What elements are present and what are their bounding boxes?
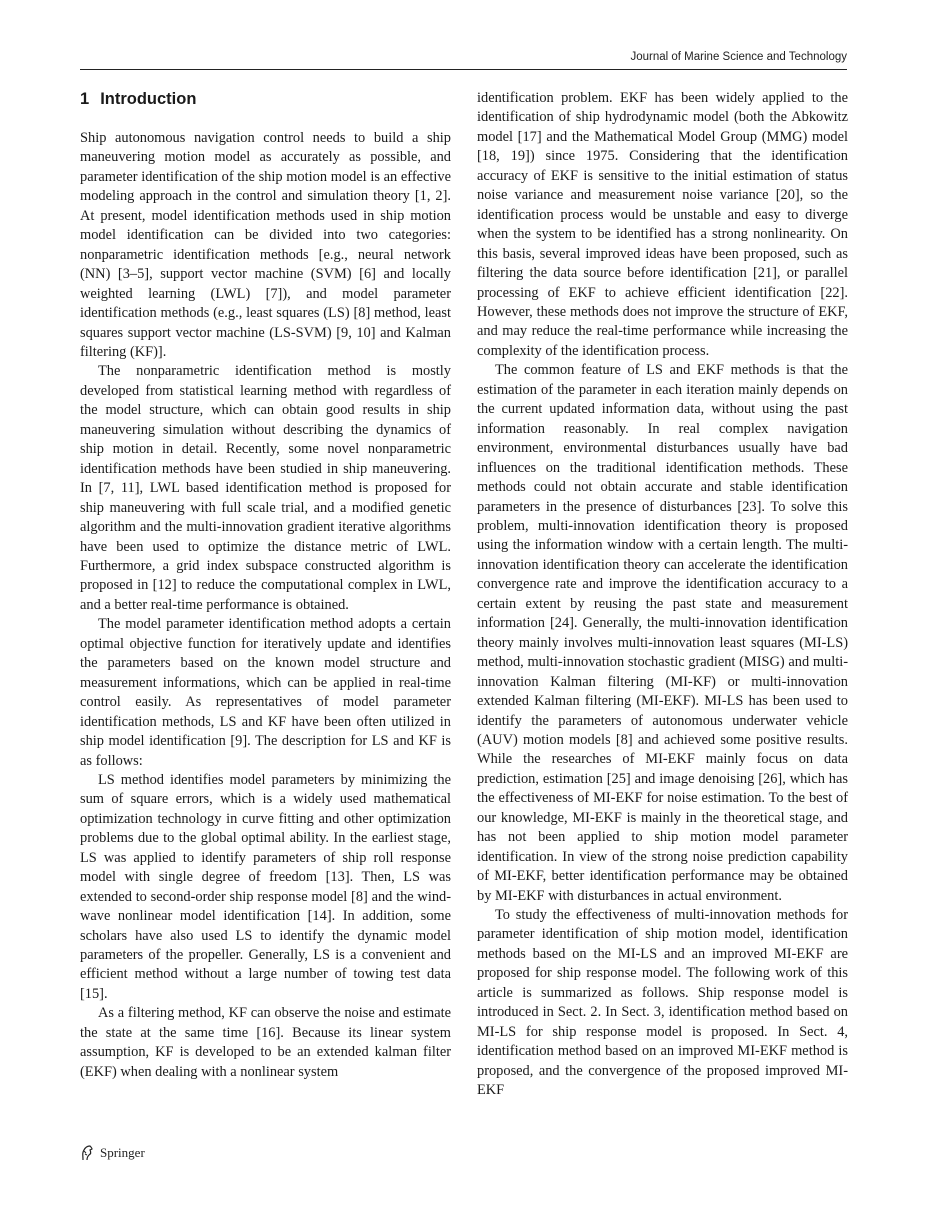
paragraph: To study the effectiveness of multi-innovation methods for parameter identification of ship motion model, identification methods based on the MI-LS and an improved MI-EKF are proposed for ship response model. The following work of this article is summarized as follows. Ship response model is introduced in Sect. 2. In Sect. 3, identification method based on MI-LS for ship response model is proposed. In Sect. 4, identification method based on an improved MI-EKF method is proposed, and the convergence of the proposed improved MI-EKF (477, 907, 848, 1099)
paragraph: The nonparametric identification method is mostly developed from statistical learning method with regardless of the model structure, which can obtain good results in ship maneuvering simulation without describing the dynamics of ship motion in detail. Recently, some novel nonparametric identification methods have been studied in ship maneuvering. In [7, 11], LWL based identification method is proposed for ship maneuvering with full scale trial, and a modified genetic algorithm and the multi-innovation gradient iterative algorithms have been used to optimize the distance metric of LWL. Furthermore, a grid index subspace constructed algorithm is proposed in [12] to reduce the computational complex in LWL, and a better real-time performance is obtained. (80, 363, 451, 613)
right-column (477, 89, 848, 1101)
page-footer (80, 1145, 145, 1161)
header-rule (80, 69, 847, 70)
left-column (80, 89, 451, 1082)
section-number: 1 (80, 90, 90, 108)
springer-horse-icon (80, 1145, 94, 1161)
paragraph: identification problem. EKF has been widely applied to the identification of ship hydrodynamic model (both the Abkowitz model [17] and the Mathematical Model Group (MMG) model [18, 19]) since 1975. Considering that the identification accuracy of EKF is sensitive to the initial estimation of status noise variance and measurement noise variance [20], so the identification process would be unstable and easy to diverge when the system to be identified has a strong nonlinearity. On this basis, several improved ideas have been proposed, such as filtering the data source before identification [21], or parallel processing of EKF to achieve efficient identification [22]. However, these methods does not improve the structure of EKF, and may reduce the real-time performance while increasing the complexity of the identification process. (477, 90, 848, 359)
journal-name: Journal of Marine Science and Technology (630, 51, 847, 63)
paragraph: The model parameter identification method adopts a certain optimal objective function for iteratively update and identifies the parameters based on the known model structure and measurement informations, which can be applied in real-time control easily. As representatives of model parameter identification methods, LS and KF have been often utilized in ship model identification [9]. The description for LS and KF is as follows: (80, 616, 451, 769)
paragraph: The common feature of LS and EKF methods is that the estimation of the parameter in each iteration mainly depends on the current updated information data, without using the past information reasonably. In real complex navigation environment, environmental disturbances usually have bad influences on the traditional identification methods. These methods could not obtain accurate and stable identification parameters in the presence of disturbances [23]. To solve this problem, multi-innovation identification theory is proposed using the information window with a certain length. The multi-innovation identification theory can accelerate the identification convergence rate and improve the identification accuracy to a certain extent by reusing the past state and measurement information [24]. Generally, the multi-innovation identification theory mainly involves multi-innovation least squares (MI-LS) method, multi-innovation stochastic gradient (MISG) and multi-innovation Kalman filtering (MI-KF) or multi-innovation extended Kalman filtering (MI-EKF). MI-LS has been used to identify the parameters of autonomous underwater vehicle (AUV) motion models [8] and achieved some positive results. While the researches of MI-EKF mainly focus on data prediction, estimation [25] and image denoising [26], which has the effectiveness of MI-EKF for noise estimation. To the best of our knowledge, MI-EKF is mainly in the theoretical stage, and has not been applied to ship motion model parameter identification. In view of the strong noise prediction capability of MI-EKF, better identification performance may be obtained by MI-EKF with disturbances in actual environment. (477, 362, 848, 904)
paragraph: As a filtering method, KF can observe the noise and estimate the state at the same time [16]. Because its linear system assumption, KF is developed to be an extended kalman filter (EKF) when dealing with a nonlinear system (80, 1005, 451, 1080)
section-title: Introduction (100, 90, 197, 108)
section-heading (80, 89, 451, 109)
publisher-name: Springer (100, 1145, 145, 1160)
paragraph: Ship autonomous navigation control needs to build a ship maneuvering motion model as accurately as possible, and parameter identification of the ship motion model is an effective modeling approach in the control and simulation theory [1, 2]. At present, model identification methods used in ship motion model identification can be divided into two categories: nonparametric identification methods [e.g., neural network (NN) [3–5], support vector machine (SVM) [6] and locally weighted learning (LWL) [7]), and model parameter identification methods (e.g., least squares (LS) [8] method, least squares support vector machine (LS-SVM) [9, 10] and Kalman filtering (KF)]. (80, 130, 451, 360)
paragraph: LS method identifies model parameters by minimizing the sum of square errors, which is a widely used mathematical optimization technology in curve fitting and other optimization problems due to the global optimal ability. In the earliest stage, LS was applied to identify parameters of ship roll response model with single degree of freedom [13]. Then, LS was extended to second-order ship response model [8] and the wind-wave nonlinear model identification [14]. In addition, some scholars have also used LS to identify the dynamic model parameters of the propeller. Generally, LS is a convenient and efficient method without a large number of towing test data [15]. (80, 771, 451, 1002)
